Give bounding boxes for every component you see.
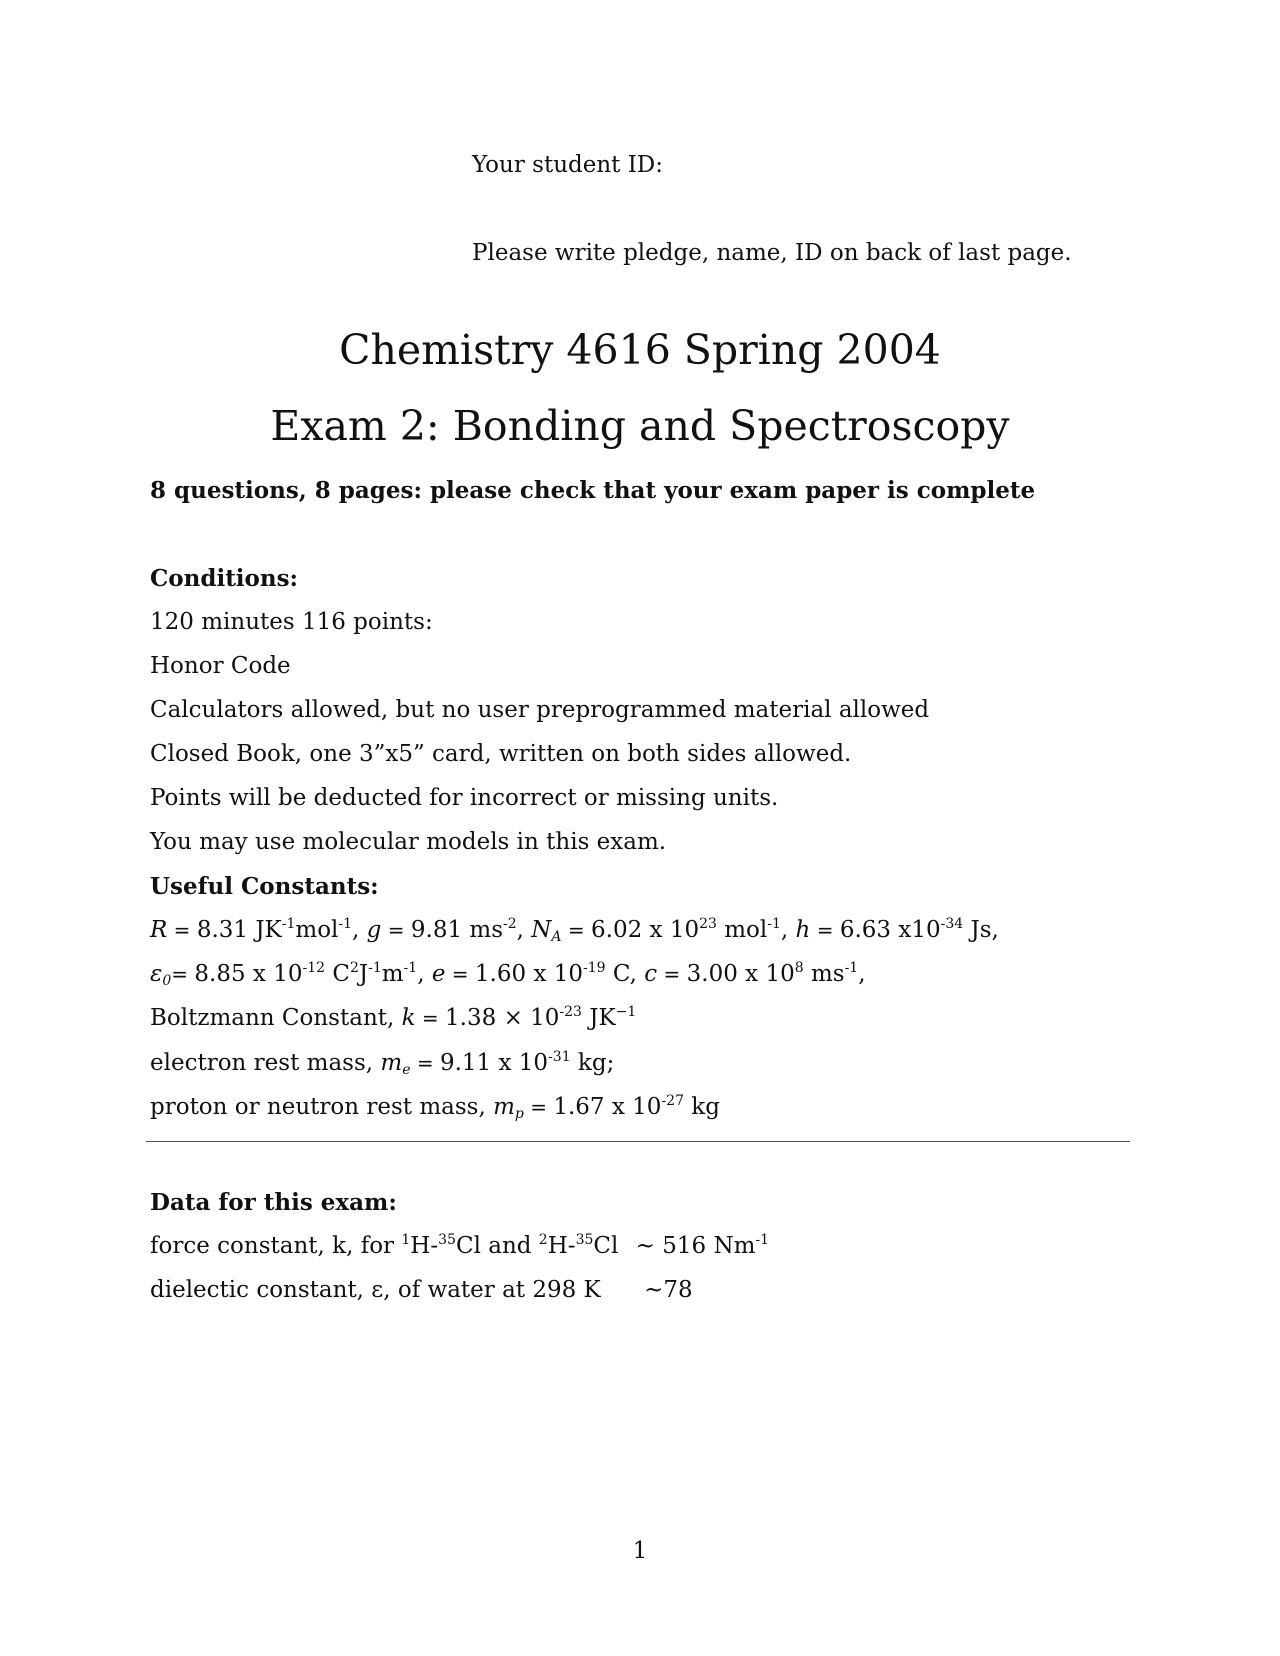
constant-proton-mass: proton or neutron rest mass, $m_p = 1.67$ x $10^{-27}$ kg — [150, 1093, 720, 1122]
constants-line-1 — [150, 917, 999, 943]
condition-item: 120 minutes 116 points: — [150, 609, 433, 635]
condition-item: Closed Book, one 3”x5” card, written on both sides allowed. — [150, 741, 852, 767]
constant-e: e = 1.60 x $10^{-19}$ C, — [431, 960, 637, 987]
condition-item: Points will be deducted for incorrect or missing units. — [150, 785, 779, 811]
constant-R: R = 8.31 $JK^{-1}mol^{-1}$, — [150, 916, 360, 943]
condition-item: You may use molecular models in this exam. — [150, 829, 667, 855]
constants-line-2 — [150, 961, 866, 987]
page-number: 1 — [632, 1538, 648, 1564]
exam-data-heading: Data for this exam: — [150, 1189, 397, 1216]
constant-boltzmann: Boltzmann Constant, $k = 1.38 \times 10^{-23}$ $JK^{-1}$ — [150, 1004, 637, 1031]
student-id-label: Your student ID: — [472, 152, 663, 178]
condition-item: Honor Code — [150, 653, 291, 679]
conditions-heading: Conditions: — [150, 565, 299, 592]
section-divider — [146, 1141, 1130, 1142]
constant-g: g = 9.81 $ms^{-2}$, — [366, 916, 524, 943]
page-subtitle: Exam 2: Bonding and Spectroscopy — [270, 402, 1010, 450]
pledge-note: Please write pledge, name, ID on back of last page. — [472, 240, 1072, 266]
force-constant-value: ~ 516 $Nm^{-1}$ — [635, 1232, 770, 1259]
force-constant-line: force constant, k, for $^1$H-$^{35}$Cl and $^2$H-$^{35}$Cl ~ 516 $Nm^{-1}$ — [150, 1232, 770, 1259]
condition-item: Calculators allowed, but no user preprogrammed material allowed — [150, 697, 930, 723]
dielectric-line: dielectic constant, ε, of water at 298 K ~78 — [150, 1277, 693, 1303]
constant-electron-mass: electron rest mass, $m_e = 9.11$ x $10^{-31}$ kg; — [150, 1049, 615, 1078]
constant-eps0: $\varepsilon_0= 8.85$ x $10^{-12}$ $C^2J^{-1}m^{-1}$, — [150, 960, 425, 989]
constant-NA: $N_A = 6.02$ x $10^{23}$ mol$^{-1}$, — [531, 916, 789, 945]
page-title: Chemistry 4616 Spring 2004 — [339, 326, 941, 374]
completeness-note: 8 questions, 8 pages: please check that your exam paper is complete — [150, 477, 1036, 504]
constants-heading: Useful Constants: — [150, 873, 379, 900]
dielectric-value: ~78 — [644, 1277, 693, 1303]
constant-c: c = 3.00 x $10^8$ $ms^{-1}$, — [644, 960, 866, 987]
constant-h: h = 6.63 $x10^{-34}$ Js, — [795, 916, 999, 943]
